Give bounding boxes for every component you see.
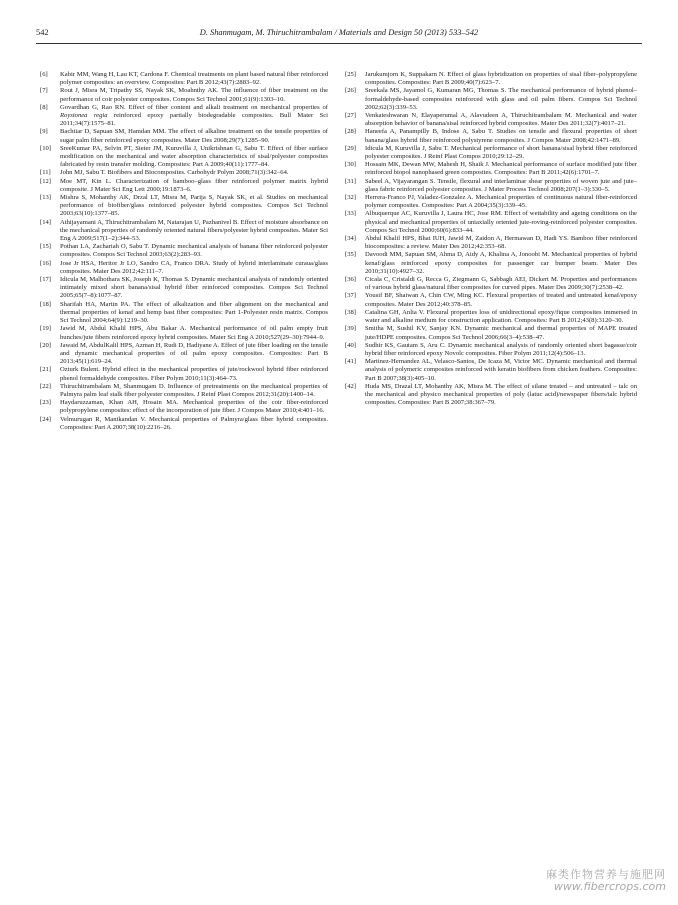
running-header (36, 26, 642, 40)
reference-text: Jarukumjorn K, Suppakarn N. Effect of glass hybridization on properties of sisal fiber–polypropylene composites. Composites: Part B 2009;40(7):623–7. (365, 71, 637, 87)
reference-number: [13] (40, 194, 51, 202)
reference-item (345, 128, 637, 144)
reference-number: [10] (40, 144, 51, 152)
reference-number: [36] (345, 276, 356, 284)
reference-number: [9] (40, 128, 48, 136)
reference-text: Huda MS, Drazal LT, Mohanthy AK, Misra M. The effect of silane treated – and untreated – talc on the mechanical and physico mechanical properties of poly (latuc acid)/newspaper fibers/talc hybrid composites. Composites: Part B 2007;38:367–79. (365, 382, 637, 407)
reference-number: [26] (345, 87, 356, 95)
reference-item (40, 342, 328, 367)
reference-text: Herrera-Franco PJ, Valadez-Gonzalez A. Mechanical properties of continuous natural fiber-reinforced polymer composites. Composites: Part A 2004;35(3):339–45. (365, 194, 637, 210)
reference-item (40, 243, 328, 259)
reference-number: [16] (40, 259, 51, 267)
reference-number: [40] (345, 341, 356, 349)
page-number: 542 (36, 28, 49, 37)
reference-item (345, 342, 637, 358)
reference-item (40, 87, 328, 103)
reference-text: Sreekala MS, Jayamol G, Kumaran MG, Thomas S. The mechanical performance of hybrid phenol–formaldehyde-based composites reinforced with glass and oil palm fibers. Compos Sci Technol 2002;62(3):339–53. (365, 87, 637, 111)
reference-item (40, 145, 328, 170)
watermark (546, 869, 666, 893)
reference-number: [15] (40, 243, 51, 251)
reference-number: [17] (40, 276, 51, 284)
reference-text: Mishra S, Mohanthy AK, Drzal LT, Misra M, Parija S, Nayak SK, et al. Studies on mechanical performance of biofiber/glass reinforced polyester hybrid composites. Compos Sci Technol 2003;63(10):1377–85. (60, 194, 328, 218)
reference-item (345, 145, 637, 161)
reference-number: [38] (345, 308, 356, 316)
references-right-column (345, 71, 637, 407)
reference-text: Ozturk Bulent. Hybrid effect in the mechanical properties of jute/rockwool hybrid fiber reinforced phenol formaldehyde composites. Fiber Polym 2010;11(3):464–73. (60, 366, 328, 382)
reference-text: Martinez-Hernandez AL, Velasco-Santos, De Icaza M, Victor MC. Dynamic mechanical and thermal analysis of polymeric composites reinforced with keratin biofibers from chicken feathers. Composites: Part B 2007;38(3):405–10. (365, 358, 637, 382)
reference-item (40, 71, 328, 87)
reference-item (40, 219, 328, 244)
reference-number: [22] (40, 382, 51, 390)
reference-item (40, 276, 328, 301)
reference-text: Athijayamani A, Thiruchitrambalam M, Natarajan U, Pazhanivel B. Effect of moisture absorbance on the mechanical properties of randomly oriented natural fibers/polyester hybrid composites. Mater Sci Eng A 2009;517(1–2):344–53. (60, 218, 328, 243)
reference-item (40, 325, 328, 341)
reference-number: [24] (40, 415, 51, 423)
reference-number: [31] (345, 177, 356, 185)
reference-text: John MJ, Sabu T. Biofibers and Biocomposites. Carbohydr Polym 2008;71(3):342–64. (60, 169, 289, 177)
reference-item (345, 292, 637, 308)
reference-text: Sudhir KS, Gautam S, Aru C. Dynamic mechanical analysis of randomly oriented short bagasse/coir hybrid fiber reinforced epoxy Novolc composites. Fiber Polym 2011;12(4):506–13. (365, 341, 637, 357)
reference-item (40, 128, 328, 144)
reference-item (345, 325, 637, 341)
reference-text: Rout J, Misra M, Tripathy SS, Nayak SK, Moahnthy AK. The influence of fiber treatment on the performance of coir polyester composites. Compos Sci Technol 2001;61(9):1303–10. (60, 87, 328, 103)
reference-item (40, 260, 328, 276)
reference-item (345, 251, 637, 276)
reference-text: Pothan LA, Zachariah O, Sabu T. Dynamic mechanical analysis of banana fiber reinforced polyester composites. Compos Sci Technol 2003;63(2):283–93. (60, 243, 328, 259)
reference-text: Velmurugan R, Manikandan V. Mechanical properties of Palmyra/glass fiber hybrid composites. Composites: Part A 2007;38(10):2216–26. (60, 415, 328, 431)
reference-text: Cicala C, Cristaldi G, Recca G, Ziegmann G, Sabbagh AEI, Dickert M. Properties and performances of various hybrid glass/natural fiber composites for curved pipes. Mater Des 2009;30(7):2538–42. (365, 276, 637, 292)
reference-item (40, 366, 328, 382)
reference-item (345, 276, 637, 292)
watermark-url: www.fibercrops.com (553, 880, 666, 893)
reference-number: [41] (345, 358, 356, 366)
reference-text: Idicula M, Kuruvilla J, Sabu T. Mechanical performance of short banana/sisal hybrid fiber reinforced polyester composites. J Reinf Plast Compos 2010;29:12–29. (365, 144, 637, 161)
reference-number: [8] (40, 103, 48, 111)
reference-number: [33] (345, 210, 356, 218)
reference-text: Haydaruzzaman, Khan AH, Hosain MA. Mechanical properties of the coir fiber-reinforced polypropylene composites: effect of the incorporation of jute fiber. J Compos Mater 2010;4:401–16. (60, 399, 328, 415)
reference-item (40, 178, 328, 194)
reference-text: Venkateshwaran N, Elayaperumal A, Alavudeen A, Thiruchitrambalam M. Mechanical and water absorption behavior of banana/sisal reinforced hybrid composites. Mater Des 2011;32(7):4017–21. (365, 112, 637, 128)
references-left-column (40, 71, 328, 432)
reference-number: [6] (40, 71, 48, 78)
reference-number: [37] (345, 292, 356, 300)
reference-item (40, 301, 328, 326)
reference-text: Davoodi MM, Sapuan SM, Ahma D, Aidy A, Khalina A, Jonoobi M. Mechanical properties of hybrid kenaf/glass reinforced epoxy composites for passenger car bumper beam. Mater Des 2010;31(10):4927–32. (365, 251, 637, 275)
reference-text: Sabeel A, Vijayarangan S. Tensile, flexural and interlaminar shear properties of woven jute and jute–glass fabric reinforced polyester composites. J Mater Process Technol 2008;207(1–3):330–5. (365, 177, 637, 193)
reference-number: [11] (40, 169, 51, 177)
reference-item (345, 161, 637, 177)
reference-number: [12] (40, 177, 51, 185)
header-rule (36, 43, 642, 44)
reference-text: Jawaid M, AbdulKalil HPS, Azman H, Rudi D, Hadiyane A. Effect of jute fiber loading on the tensile and dynamic mechanical properties of oil palm epoxy composites. Composites: Part B 2013;45(1):619–24. (60, 341, 328, 366)
reference-item (345, 194, 637, 210)
reference-text: Bachtiar D, Sapuan SM, Hamdan MM. The effect of alkaline treatment on the tensile properties of sugar palm fiber reinforced epoxy composites. Mater Des 2008;29(7):1285–90. (60, 128, 328, 144)
reference-number: [32] (345, 194, 356, 202)
reference-item (40, 399, 328, 415)
reference-number: [35] (345, 251, 356, 259)
reference-text: Moe MT, Kin L. Characterization of bamboo–glass fiber reinforced polymer matrix hybrid composite. J Mater Sci Eng Lett 2000;19:1873–6. (60, 177, 328, 193)
reference-number: [30] (345, 161, 356, 169)
reference-number: [42] (345, 382, 356, 390)
reference-text: Hossain MK, Dewan MW, Mahesh H, Shaik J. Mechanical performance of surface modified jute fiber reinforced biopol nanophased green composites. Composites: Part B 2011;42(6):1701–7. (365, 161, 637, 177)
reference-item (345, 71, 637, 87)
watermark-chinese-text: 麻类作物营养与施肥网 (546, 868, 666, 881)
reference-text: Jose Jr HSA, Heritor Jr LO, Sandro CA, Franco DRA. Study of hybrid interlaminate curaua/glass composites. Mater Des 2012;42:111–7. (60, 259, 328, 275)
reference-number: [39] (345, 325, 356, 333)
reference-text: Thiruchitrambalam M, Shanmugam D. Influence of pretreatments on the mechanical properties of Palmyra palm leaf stalk fiber polyester composites. J Reinf Plast Compos 2012;31(20):1400–14. (60, 382, 328, 398)
reference-number: [18] (40, 300, 51, 308)
reference-text: Kabir MM, Wang H, Lau KT, Cardona F. Chemical treatments on plant based natural fiber reinforced polymer composites: an overview. Composites: Part B 2012;43(7):2883–92. (60, 71, 328, 87)
reference-number: [21] (40, 366, 51, 374)
reference-text: Catalina GH, Anlia V. Flexural properties loss of unidirectional epoxy/fique composites immersed in water and alkaline medium for construction application. Composites: Part B 2012;43(8):3120–30. (365, 308, 637, 325)
reference-number: [25] (345, 71, 356, 78)
reference-item (345, 178, 637, 194)
reference-item (40, 104, 328, 129)
reference-text: Abdul Khalil HPS, Bhat IUH, Jawid M, Zaidon A, Hermawan D, Hadi YS. Bamboo fiber reinforced biocomposites: a review. Mater Des 2012;42:353–68. (365, 235, 637, 251)
journal-citation: D. Shanmugam, M. Thiruchitrambalam / Materials and Design 50 (2013) 533–542 (199, 28, 479, 37)
reference-item (345, 235, 637, 251)
reference-item (345, 112, 637, 128)
reference-number: [23] (40, 399, 51, 407)
reference-item (345, 87, 637, 112)
reference-text: Govardhan G, Rao RN. Effect of fiber content and alkali treatment on mechanical properties of Roystonea regia reinforced epoxy partially biodegradable composites. Bull Mater Sci 2011;34(7):1575–81. (60, 103, 328, 128)
reference-number: [29] (345, 144, 356, 152)
reference-text: Sharifah HA, Martin PA. The effect of alkalization and fiber alignment on the mechanical and thermal properties of kenaf and hemp bast fiber composites: Part 1-Polyester resin matrix. Compos Sci Technol 2004;64(9):1219–30. (60, 300, 328, 325)
reference-item (345, 210, 637, 235)
reference-text: SreeKumar PA, Selvin PT, Sieter JM, Kuruvilla J, Unikrishnan G, Sabu T. Effect of fiber surface modification on the mechanical and water absorption characteristics of sisal/polyester composites fabricated by resin transfer molding. Composites: Part A 2009;40(11):1777–84. (60, 144, 328, 169)
reference-number: [27] (345, 112, 356, 120)
reference-item (40, 194, 328, 219)
reference-number: [19] (40, 325, 51, 333)
reference-item (40, 169, 328, 177)
reference-text: Jawid M, Abdul Khalil HPS, Abu Bakar A. Mechanical performance of oil palm empty fruit bunches/jute fibers reinforced epoxy hybrid composites. Mater Sci Eng A 2010;527(29–30):7944–9. (60, 325, 328, 341)
reference-number: [28] (345, 128, 356, 136)
reference-number: [7] (40, 87, 48, 95)
reference-item (345, 358, 637, 383)
references-section (40, 71, 644, 576)
reference-text: Albuquerque AC, Kuruvilla J, Laura HC, Jose RM. Effect of wettability and ageing conditions on the physical and mechanical properties of uniaxially oriented jute-roving-reinforced polyester composites. Compos Sci Technol 2000;60(6):833–44. (365, 210, 637, 234)
reference-number: [34] (345, 235, 356, 243)
reference-item (345, 309, 637, 325)
reference-text: Idicula M, Malhothara SK, Joseph K, Thomas S. Dynamic mechanical analysis of randomly oriented intimately mixed short banana/sisal hybrid fiber reinforced composites. Compos Sci Technol 2005;65(7–8):1077–87. (60, 276, 328, 300)
reference-text: Yousif BF, Shaiwan A, Chin CW, Ming KC. Flexural properties of treated and untreated kenaf/epoxy composites. Mater Des 2012;40:378–85. (365, 292, 637, 308)
reference-number: [20] (40, 341, 51, 349)
reference-text: Haneefa A, Panampilly B, Indose A, Sabu T. Studies on tensile and flexural properties of short banana/glass hybrid fiber reinforced polystyrene composites. J Compos Mater 2008;42:1471–89. (365, 128, 637, 144)
reference-item (40, 383, 328, 399)
reference-number: [14] (40, 218, 51, 226)
reference-text: Smitha M, Sushil KV, Sanjay KN. Dynamic mechanical and thermal properties of MAPE treated jute/HDPE composites. Compos Sci Technol 2006;66(3–4):538–47. (365, 325, 637, 341)
reference-item (345, 383, 637, 408)
reference-item (40, 416, 328, 432)
